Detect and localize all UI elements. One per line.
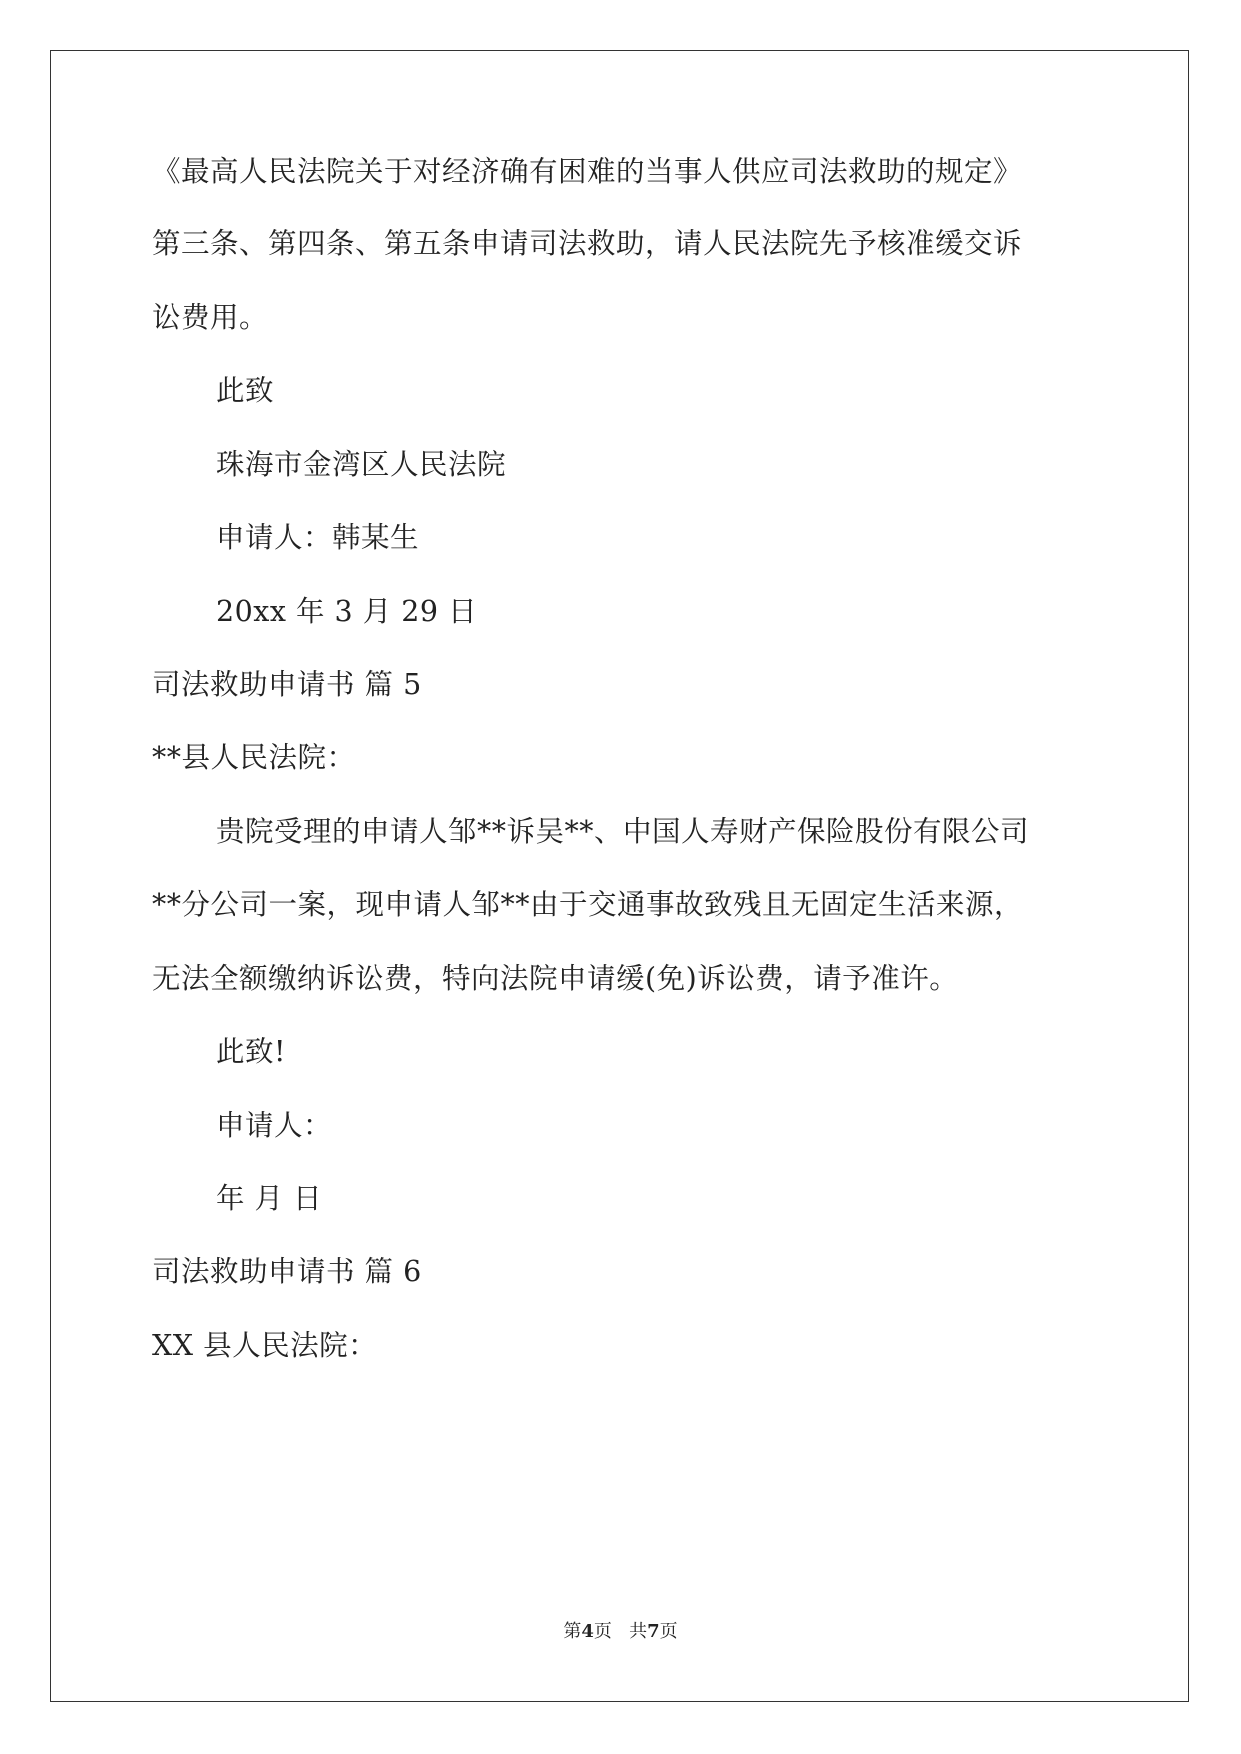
date-2: 年 月 日 bbox=[216, 1182, 323, 1215]
text-line-12: 无法全额缴纳诉讼费，特向法院申请缓(免)诉讼费，请予准许。 bbox=[152, 962, 959, 995]
page-total: 7 bbox=[647, 1621, 660, 1642]
footer-suffix: 页 bbox=[659, 1621, 678, 1642]
text-line-11: **分公司一案，现申请人邹**由于交通事故致残且无固定生活来源， bbox=[152, 888, 1024, 921]
text-line-1: 《最高人民法院关于对经济确有困难的当事人供应司法救助的规定》 bbox=[152, 155, 1023, 188]
footer-prefix: 第 bbox=[563, 1621, 582, 1642]
text-line-10: 贵院受理的申请人邹**诉吴**、中国人寿财产保险股份有限公司 bbox=[216, 815, 1030, 848]
section-heading-5: 司法救助申请书 篇 5 bbox=[152, 668, 422, 701]
text-line-3: 讼费用。 bbox=[152, 301, 269, 334]
date-1: 20xx 年 3 月 29 日 bbox=[216, 595, 478, 628]
addressee-5: **县人民法院： bbox=[152, 741, 356, 774]
page-number: 4 bbox=[581, 1621, 594, 1642]
salutation-1: 此致 bbox=[216, 374, 275, 407]
applicant-2: 申请人： bbox=[216, 1109, 333, 1142]
page-footer bbox=[0, 1620, 1241, 1644]
applicant-1: 申请人：韩某生 bbox=[216, 521, 420, 554]
addressee-6: XX 县人民法院： bbox=[152, 1329, 378, 1362]
salutation-2: 此致! bbox=[216, 1035, 286, 1068]
footer-mid: 页 共 bbox=[593, 1621, 648, 1642]
section-heading-6: 司法救助申请书 篇 6 bbox=[152, 1255, 422, 1288]
court-name: 珠海市金湾区人民法院 bbox=[216, 448, 507, 481]
text-line-2: 第三条、第四条、第五条申请司法救助，请人民法院先予核准缓交诉 bbox=[152, 227, 1023, 260]
